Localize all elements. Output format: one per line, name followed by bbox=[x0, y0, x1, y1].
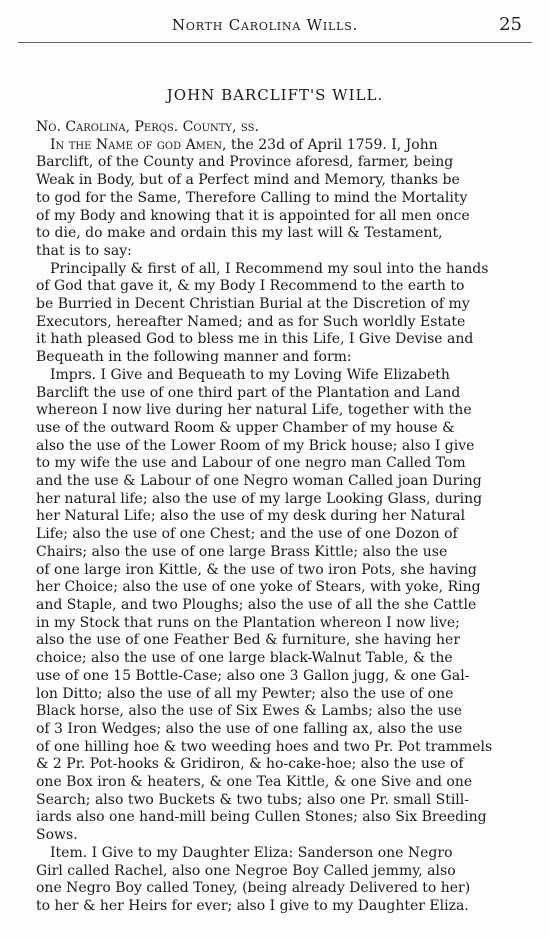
text-line: in my Stock that runs on the Plantation whereon I now live; bbox=[36, 614, 460, 631]
text-line: of one large iron Kittle, & the use of two iron Pots, she having bbox=[36, 561, 477, 578]
text-line: her Natural Life; also the use of my desk during her Natural bbox=[36, 508, 466, 525]
text-line: to god for the Same, Therefore Calling to mind the Mortality bbox=[36, 189, 468, 206]
text-line: Item. I Give to my Daughter Eliza: Sanderson one Negro bbox=[50, 844, 453, 861]
text-line: one Box iron & heaters, & one Tea Kittle, & one Sive and one bbox=[36, 774, 473, 791]
text-line: be Burried in Decent Christian Burial at the Discretion of my bbox=[36, 296, 470, 313]
text-line: her natural life; also the use of my large Looking Glass, during bbox=[36, 490, 483, 507]
text-line: of one hilling hoe & two weeding hoes and two Pr. Pot trammels bbox=[36, 738, 493, 755]
text-line: of God that gave it, & my Body I Recommend to the earth to bbox=[36, 278, 465, 295]
text-line: and Staple, and two Ploughs; also the use of all the she Cattle bbox=[36, 596, 477, 613]
text-line: to die, do make and ordain this my last will & Testament, bbox=[36, 225, 443, 242]
text-line: lon Ditto; also the use of all my Pewter; also the use of one bbox=[36, 685, 454, 702]
text-line: Search; also two Buckets & two tubs; also one Pr. small Still- bbox=[36, 791, 469, 808]
will-title: JOHN BARCLIFT'S WILL. bbox=[166, 86, 384, 104]
text-line: Black horse, also the use of Six Ewes & Lambs; also the use bbox=[36, 703, 463, 720]
running-title: North Carolina Wills. bbox=[172, 16, 359, 34]
text-line: it hath pleased God to bless me in this Life, I Give Devise and bbox=[36, 331, 474, 348]
text-line: also the use of the Lower Room of my Brick house; also I give bbox=[36, 437, 475, 454]
venue-line: No. Carolina, Perqs. County, ss. bbox=[36, 119, 259, 135]
text-line: Barclift, of the County and Province aforesd, farmer, being bbox=[36, 154, 454, 171]
text-line: Bequeath in the following manner and form: bbox=[36, 349, 352, 366]
text-line: use of one 15 Bottle-Case; also one 3 Gallon jugg, & one Gal- bbox=[36, 667, 470, 684]
opening-line bbox=[36, 137, 510, 155]
running-header bbox=[0, 14, 550, 36]
text-line: iards also one hand-mill being Cullen Stones; also Six Breeding bbox=[36, 809, 487, 826]
text-line: that is to say: bbox=[36, 242, 132, 259]
text-line: & 2 Pr. Pot-hooks & Gridiron, & ho-cake-hoe; also the use of bbox=[36, 756, 464, 773]
header-rule bbox=[18, 42, 532, 43]
text-line: whereon I now live during her natural Life, together with the bbox=[36, 402, 472, 419]
text-line: use of the outward Room & upper Chamber of my house & bbox=[36, 419, 455, 436]
text-line: Principally & first of all, I Recommend my soul into the hands bbox=[50, 260, 489, 277]
text-lines bbox=[36, 154, 510, 915]
text-line: Imprs. I Give and Bequeath to my Loving Wife Elizabeth bbox=[50, 366, 450, 383]
text-line: Chairs; also the use of one large Brass Kittle; also the use bbox=[36, 543, 448, 560]
text-line: also the use of one Feather Bed & furniture, she having her bbox=[36, 632, 461, 649]
page-number: 25 bbox=[499, 14, 522, 35]
text-line: and the use & Labour of one Negro woman Called joan During bbox=[36, 473, 482, 490]
text-line: Weak in Body, but of a Perfect mind and Memory, thanks be bbox=[36, 172, 460, 189]
text-line: her Choice; also the use of one yoke of Stears, with yoke, Ring bbox=[36, 579, 481, 596]
text-line: Life; also the use of one Chest; and the use of one Dozon of bbox=[36, 526, 458, 543]
opening-rest: the 23d of April 1759. I, John bbox=[226, 136, 438, 153]
opening-smallcaps: In the Name of god Amen, bbox=[50, 136, 227, 153]
text-line: Executors, hereafter Named; and as for Such worldly Estate bbox=[36, 313, 466, 330]
text-line: of my Body and knowing that it is appointed for all men once bbox=[36, 207, 470, 224]
text-line: to her & her Heirs for ever; also I give to my Daughter Eliza. bbox=[36, 897, 469, 914]
text-line: one Negro Boy called Toney, (being already Delivered to her) bbox=[36, 880, 471, 897]
text-line: Barclift the use of one third part of the Plantation and Land bbox=[36, 384, 461, 401]
text-line: to my wife the use and Labour of one negro man Called Tom bbox=[36, 455, 466, 472]
text-line: of 3 Iron Wedges; also the use of one falling ax, also the use bbox=[36, 720, 463, 737]
text-line: Girl called Rachel, also one Negroe Boy Called jemmy, also bbox=[36, 862, 456, 879]
text-line: Sows. bbox=[36, 827, 78, 844]
will-body bbox=[36, 119, 510, 916]
text-line: choice; also the use of one large black-Walnut Table, & the bbox=[36, 650, 453, 667]
